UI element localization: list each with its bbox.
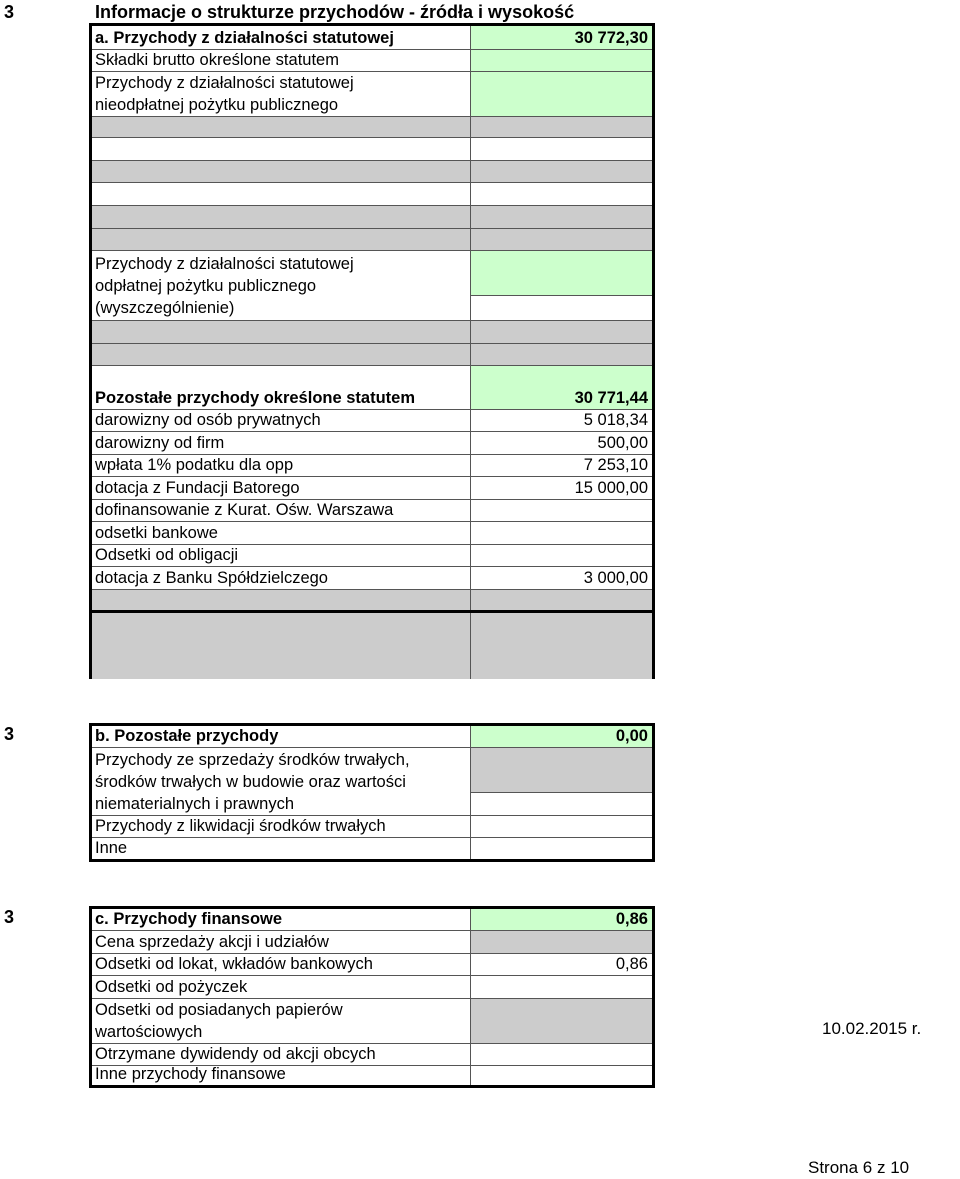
row-value [471,545,652,566]
row-value: 0,00 [471,726,652,747]
row-value [471,321,652,343]
table-row [92,976,652,999]
row-label [92,455,471,476]
label-line: Odsetki od lokat, wkładów bankowych [95,955,373,973]
row-label [92,1066,471,1085]
row-value [471,183,652,205]
row-label [92,161,471,182]
row-value [471,931,652,953]
table-row-a-header [92,26,652,50]
table-row [92,229,652,251]
table-row [92,206,652,229]
label-line: Otrzymane dywidendy od akcji obcych [95,1045,376,1063]
row-value [471,613,652,679]
row-value: 0,86 [471,909,652,930]
row-value [471,838,652,859]
row-value-grey [471,748,652,793]
row-label [92,366,471,409]
table-row [92,999,652,1044]
row-label [92,183,471,205]
label-line: dofinansowanie z Kurat. Ośw. Warszawa [95,501,394,519]
table-row [92,613,652,679]
row-label [92,567,471,589]
row-value [471,1066,652,1085]
page-number: Strona 6 z 10 [808,1158,910,1177]
row-label [92,410,471,431]
table-row [92,410,652,432]
row-label [92,748,471,815]
row-label [92,344,471,365]
row-label [92,26,471,49]
label-line: Przychody z likwidacji środków trwałych [95,817,386,835]
row-value [471,748,652,815]
row-value: 5 018,34 [471,410,652,431]
document-date: 10.02.2015 r. [822,1019,922,1038]
table-row [92,117,652,138]
row-label [92,138,471,160]
label-line: Odsetki od obligacji [95,546,239,564]
row-value: 30 772,30 [471,26,652,49]
label-line: darowizny od osób prywatnych [95,411,321,429]
row-label [92,206,471,228]
table-row-remaining-header [92,366,652,410]
table-row [92,344,652,366]
table-row [92,931,652,954]
row-label [92,999,471,1043]
label-line: Składki brutto określone statutem [95,51,339,69]
label-line: Przychody ze sprzedaży środków trwałych, [95,751,410,769]
row-value [471,500,652,521]
row-value [471,161,652,182]
row-label [92,432,471,454]
row-value-text: 30 771,44 [574,389,648,407]
label-line: c. Przychody finansowe [95,910,283,928]
table-row [92,748,652,816]
row-value [471,117,652,137]
label-line: a. Przychody z działalności statutowej [95,29,394,47]
row-value: 500,00 [471,432,652,454]
section-b-number: 3 [4,724,15,744]
row-value [471,229,652,250]
table-b [89,723,655,862]
row-value: 7 253,10 [471,455,652,476]
table-row-b-header [92,726,652,748]
label-line: Odsetki od posiadanych papierów [95,1001,343,1019]
row-label [92,976,471,998]
label-line: odsetki bankowe [95,524,218,542]
table-row [92,838,652,859]
table-row [92,567,652,590]
table-row [92,50,652,72]
table-row [92,1066,652,1085]
row-value [471,590,652,610]
row-label [92,500,471,521]
table-row [92,455,652,477]
label-line: Cena sprzedaży akcji i udziałów [95,933,329,951]
table-row [92,545,652,567]
table-a [89,23,655,679]
row-label [92,251,471,320]
row-label [92,229,471,250]
row-label [92,954,471,975]
row-label [92,72,471,116]
row-label [92,321,471,343]
row-value-green [471,251,652,296]
row-value [471,72,652,116]
table-row [92,590,652,613]
label-line: Pozostałe przychody określone statutem [95,389,416,407]
label-line: wartościowych [95,1023,203,1041]
row-value [471,816,652,837]
table-row [92,477,652,500]
row-label [92,838,471,859]
label-line: wpłata 1% podatku dla opp [95,456,294,474]
row-label [92,477,471,499]
label-line: środków trwałych w budowie oraz wartości [95,773,406,791]
row-value: 15 000,00 [471,477,652,499]
label-line: Przychody z działalności statutowej [95,74,354,92]
label-line: Inne przychody finansowe [95,1065,286,1083]
row-label [92,50,471,71]
row-label [92,545,471,566]
label-line: odpłatnej pożytku publicznego [95,276,317,295]
row-label [92,590,471,610]
row-label [92,909,471,930]
label-line: (wyszczególnienie) [95,298,235,317]
row-value: 0,86 [471,954,652,975]
row-label [92,816,471,837]
label-line: dotacja z Banku Spółdzielczego [95,569,328,587]
label-line: Przychody z działalności statutowej [95,254,354,273]
table-row [92,321,652,344]
row-value [471,251,652,320]
row-value [471,1044,652,1065]
row-label [92,522,471,544]
row-value [471,138,652,160]
label-line: dotacja z Fundacji Batorego [95,479,300,497]
row-label [92,726,471,747]
row-label [92,613,471,679]
row-value [471,999,652,1043]
row-value: 3 000,00 [471,567,652,589]
label-line: b. Pozostałe przychody [95,727,279,745]
row-value [471,206,652,228]
table-row-c-header [92,909,652,931]
label-line: Inne [95,839,128,857]
label-line: niematerialnych i prawnych [95,795,295,813]
row-label [92,117,471,137]
row-value [471,522,652,544]
table-row [92,72,652,117]
row-value [471,366,652,409]
section-c-number: 3 [4,907,15,927]
section-title: Informacje o strukturze przychodów - źródła i wysokość [95,2,575,22]
row-label [92,1044,471,1065]
table-row [92,251,652,321]
table-row [92,183,652,206]
label-line: nieodpłatnej pożytku publicznego [95,96,339,114]
table-row [92,816,652,838]
section-number: 3 [4,2,15,22]
label-line: Odsetki od pożyczek [95,978,248,996]
table-row [92,138,652,161]
table-row [92,500,652,522]
row-label [92,931,471,953]
row-value [471,50,652,71]
row-value [471,344,652,365]
table-c [89,906,655,1088]
table-row [92,522,652,545]
row-value [471,976,652,998]
table-row [92,432,652,455]
table-row [92,161,652,183]
table-row [92,954,652,976]
label-line: darowizny od firm [95,434,225,452]
